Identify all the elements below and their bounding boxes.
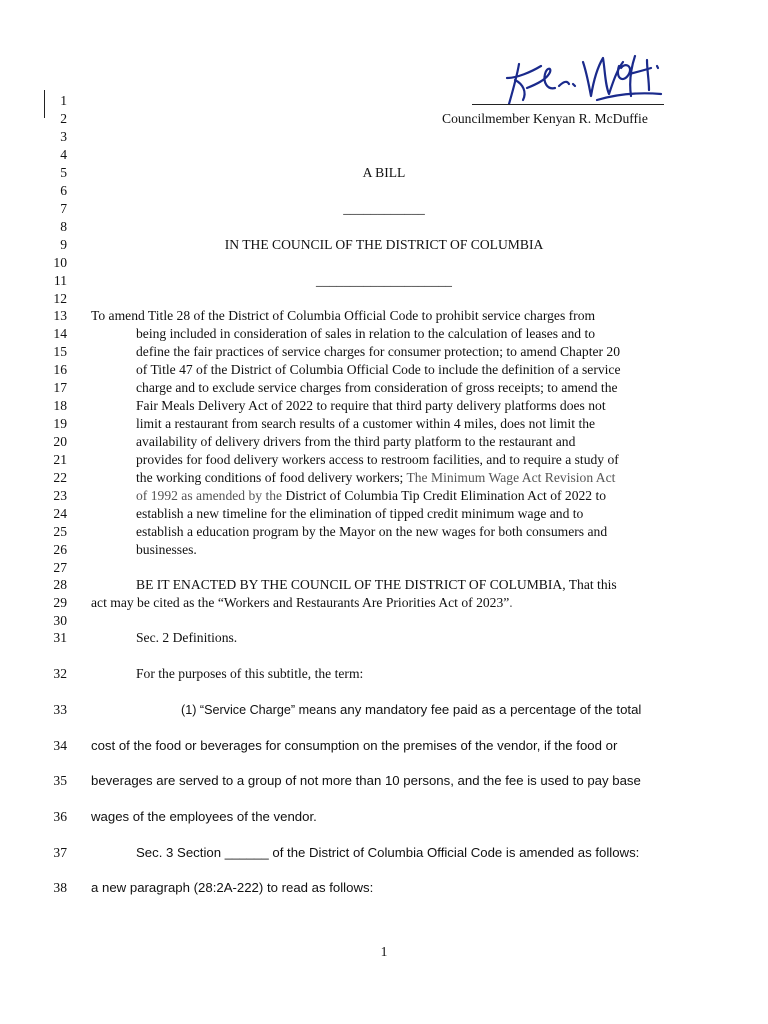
title-line xyxy=(136,469,615,486)
heading-rule-short: ____________ xyxy=(343,201,425,216)
line-number: 10 xyxy=(53,255,67,270)
line-number: 38 xyxy=(53,880,67,895)
line-number: 17 xyxy=(53,380,67,395)
title-line: charge and to exclude service charges from consideration of gross receipts; to amend the xyxy=(136,380,618,395)
title-line: limit a restaurant from search results of a customer within 4 miles, does not limit the xyxy=(136,416,596,431)
line-number: 31 xyxy=(53,630,67,645)
title-line: establish a new timeline for the elimination of tipped credit minimum wage and to xyxy=(136,506,584,521)
council-heading: IN THE COUNCIL OF THE DISTRICT OF COLUMBIA xyxy=(224,237,544,252)
line-number: 36 xyxy=(53,809,67,824)
title-line: establish a education program by the Mayor on the new wages for both consumers and xyxy=(136,524,608,539)
line-number: 6 xyxy=(60,183,67,198)
line-number: 27 xyxy=(53,560,67,575)
title-line: businesses. xyxy=(136,542,197,557)
line-number: 30 xyxy=(53,613,67,628)
title-line: being included in consideration of sales in relation to the calculation of leases and to xyxy=(136,326,596,341)
line-number: 20 xyxy=(53,434,67,449)
short-title-text: act may be cited as the “Workers and Restaurants Are Priorities Act of 2023” xyxy=(91,595,510,610)
line-number: 23 xyxy=(53,488,67,503)
line-number: 7 xyxy=(60,201,67,216)
defined-term: (1) “Service Charge” means xyxy=(181,703,337,717)
definitions-intro: For the purposes of this subtitle, the term: xyxy=(136,666,364,681)
title-amended-text: The Minimum Wage Act Revision Act xyxy=(403,470,616,485)
line-number: 15 xyxy=(53,344,67,359)
title-line: Fair Meals Delivery Act of 2022 to require that third party delivery platforms does not xyxy=(136,398,606,413)
title-line: define the fair practices of service charges for consumer protection; to amend Chapter 20 xyxy=(136,344,621,359)
line-number: 26 xyxy=(53,542,67,557)
line-number: 18 xyxy=(53,398,67,413)
line-number: 25 xyxy=(53,524,67,539)
definition-line: beverages are served to a group of not more than 10 persons, and the fee is used to pay base xyxy=(91,773,641,788)
line-number: 11 xyxy=(53,273,67,288)
line-number: 29 xyxy=(53,595,67,610)
title-line xyxy=(136,487,606,504)
section-3-text: a new paragraph (28:2A-222) to read as follows: xyxy=(91,880,374,895)
definition-text: any mandatory fee paid as a percentage of the total xyxy=(336,702,642,717)
line-number: 32 xyxy=(53,666,67,681)
short-title-period: . xyxy=(509,595,513,610)
title-line: of Title 47 of the District of Columbia Official Code to include the definition of a service xyxy=(136,362,621,377)
sponsor-name: Councilmember Kenyan R. McDuffie xyxy=(442,111,648,126)
line-number: 2 xyxy=(60,111,67,126)
line-number: 19 xyxy=(53,416,67,431)
line-number: 28 xyxy=(53,577,67,592)
line-number: 16 xyxy=(53,362,67,377)
line-number: 35 xyxy=(53,773,67,788)
line-number: 3 xyxy=(60,129,67,144)
bill-heading: A BILL xyxy=(362,165,406,180)
title-text: District of Columbia Tip Credit Elimination Act of 2022 to xyxy=(282,488,607,503)
line-number: 33 xyxy=(53,702,67,717)
line-number: 21 xyxy=(53,452,67,467)
line-number: 22 xyxy=(53,470,67,485)
title-line: availability of delivery drivers from the third party platform to the restaurant and xyxy=(136,434,576,449)
page-number: 1 xyxy=(380,944,388,959)
line-number: 24 xyxy=(53,506,67,521)
signature-image xyxy=(497,44,667,110)
title-text: the working conditions of food delivery workers; xyxy=(136,470,404,485)
section-2-heading: Sec. 2 Definitions. xyxy=(136,630,238,645)
heading-rule-long: ____________________ xyxy=(316,273,452,288)
line-number: 1 xyxy=(60,93,67,108)
line-number: 4 xyxy=(60,147,67,162)
line-number: 9 xyxy=(60,237,67,252)
title-amended-text: of 1992 as amended by the xyxy=(136,488,283,503)
line-number: 14 xyxy=(53,326,67,341)
signature-line xyxy=(472,104,664,105)
definition-service-charge xyxy=(181,701,641,719)
title-line: To amend Title 28 of the District of Columbia Official Code to prohibit service charges from xyxy=(91,308,596,323)
title-line: provides for food delivery workers access to restroom facilities, and to require a study of xyxy=(136,452,619,467)
line-number: 13 xyxy=(53,308,67,323)
enacting-clause: BE IT ENACTED BY THE COUNCIL OF THE DISTRICT OF COLUMBIA, That this xyxy=(136,577,617,592)
line-number: 34 xyxy=(53,738,67,753)
line-number: 8 xyxy=(60,219,67,234)
line-number: 5 xyxy=(60,165,67,180)
definition-line: wages of the employees of the vendor. xyxy=(91,809,317,824)
line-number: 37 xyxy=(53,845,67,860)
definition-line: cost of the food or beverages for consumption on the premises of the vendor, if the food or xyxy=(91,738,618,753)
section-3-text: Sec. 3 Section ______ of the District of Columbia Official Code is amended as follows: xyxy=(136,845,640,860)
line-number: 12 xyxy=(53,291,67,306)
short-title xyxy=(91,594,513,611)
